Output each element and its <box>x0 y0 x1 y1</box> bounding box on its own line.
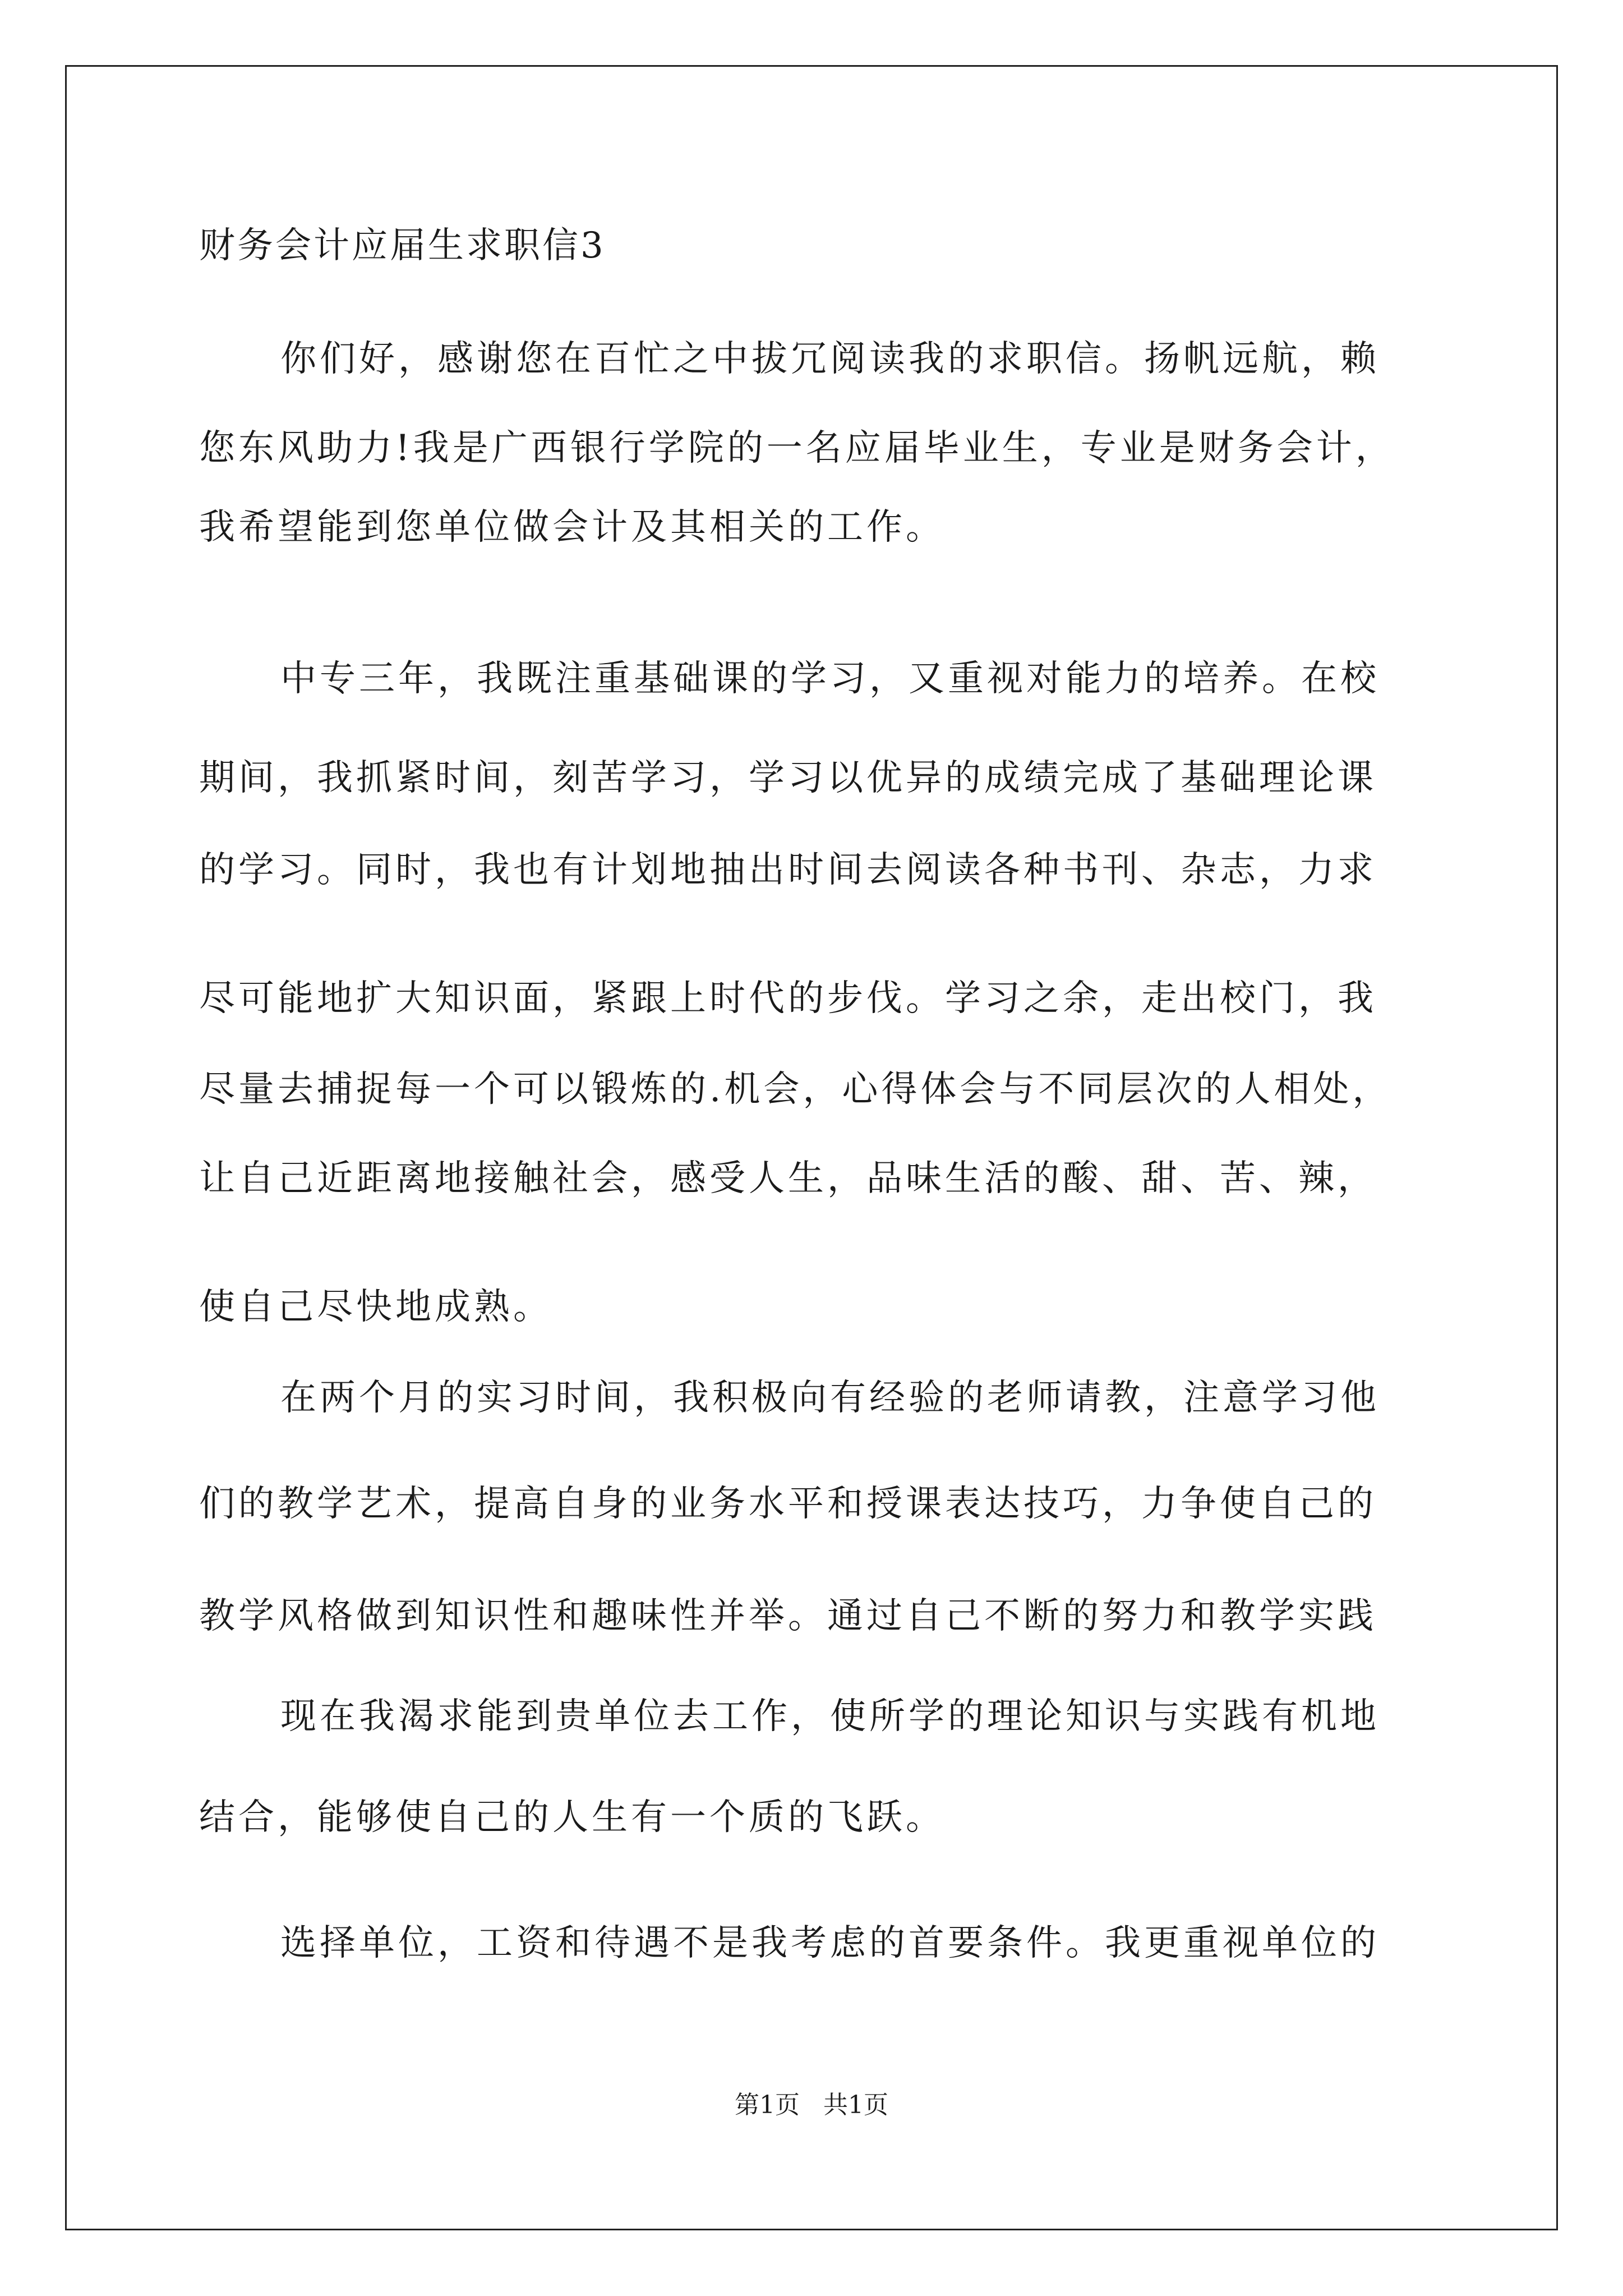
paragraph-1-line-3: 我希望能到您单位做会计及其相关的工作。 <box>199 507 945 548</box>
paragraph-3-line-3: 教学风格做到知识性和趣味性并举。通过自己不断的努力和教学实践 <box>199 1595 1377 1637</box>
paragraph-3-line-1: 在两个月的实习时间，我积极向有经验的老师请教，注意学习他 <box>280 1377 1380 1419</box>
page-border <box>65 65 1558 2230</box>
document-title: 财务会计应届生求职信3 <box>199 225 606 266</box>
paragraph-2-line-5: 尽量去捕捉每一个可以锻炼的.机会，心得体会与不同层次的人相处， <box>199 1069 1392 1110</box>
paragraph-1-line-2: 您东风助力!我是广西银行学院的一名应届毕业生，专业是财务会计， <box>199 427 1395 469</box>
paragraph-2-line-4: 尽可能地扩大知识面，紧跟上时代的步伐。学习之余，走出校门，我 <box>199 978 1377 1019</box>
paragraph-3-line-2: 们的教学艺术，提高自身的业务水平和授课表达技巧，力争使自己的 <box>199 1483 1377 1525</box>
paragraph-2-line-7: 使自己尽快地成熟。 <box>199 1286 552 1328</box>
paragraph-1-line-1: 你们好，感谢您在百忙之中拔冗阅读我的求职信。扬帆远航，赖 <box>280 338 1380 380</box>
paragraph-5-line-1: 选择单位，工资和待遇不是我考虑的首要条件。我更重视单位的 <box>280 1922 1380 1964</box>
paragraph-2-line-6: 让自己近距离地接触社会，感受人生，品味生活的酸、甜、苦、辣， <box>199 1158 1377 1199</box>
page-number-footer: 第1页 共1页 <box>735 2091 888 2119</box>
paragraph-4-line-1: 现在我渴求能到贵单位去工作，使所学的理论知识与实践有机地 <box>280 1696 1380 1737</box>
paragraph-2-line-2: 期间，我抓紧时间，刻苦学习，学习以优异的成绩完成了基础理论课 <box>199 757 1377 799</box>
paragraph-2-line-3: 的学习。同时，我也有计划地抽出时间去阅读各种书刊、杂志，力求 <box>199 849 1377 891</box>
paragraph-2-line-1: 中专三年，我既注重基础课的学习，又重视对能力的培养。在校 <box>280 658 1380 700</box>
paragraph-4-line-2: 结合，能够使自己的人生有一个质的飞跃。 <box>199 1797 945 1838</box>
